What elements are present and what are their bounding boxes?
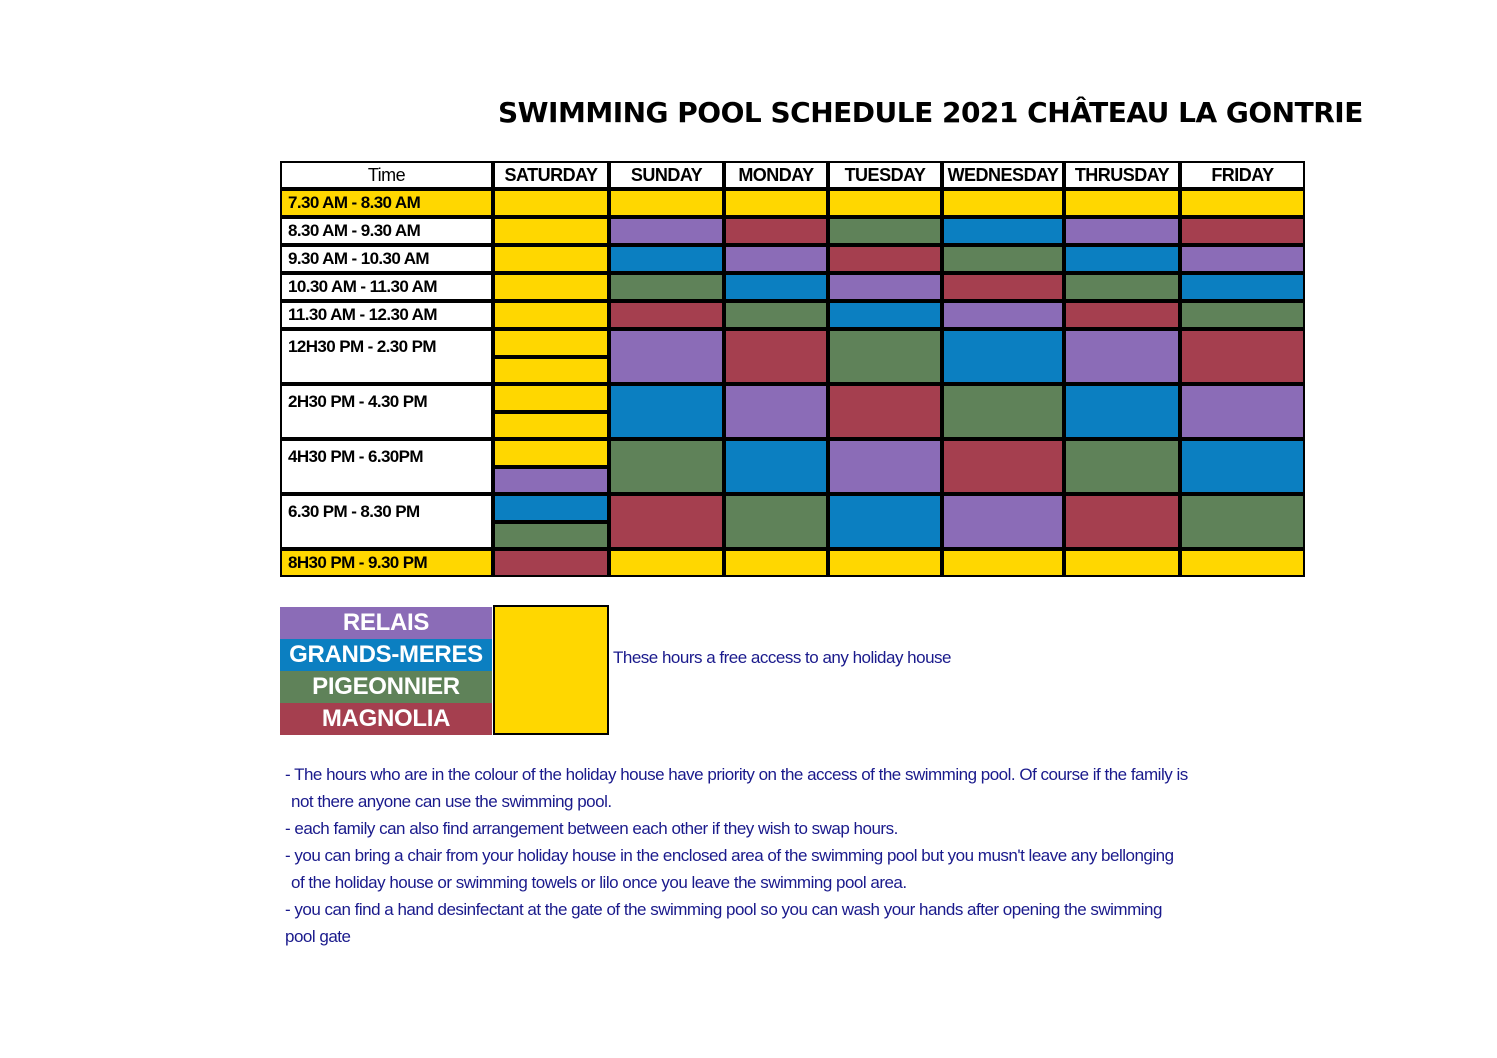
slot-cell-friday: [1180, 384, 1305, 439]
slot-cell-thrusday: [1064, 301, 1180, 329]
slot-cell-friday: [1180, 301, 1305, 329]
slot-cell-tuesday: [828, 329, 942, 384]
slot-cell-wednesday: [942, 245, 1064, 273]
slot-cell-wednesday: [942, 189, 1064, 217]
note-line: pool gate: [285, 927, 351, 946]
slot-cell-wednesday: [942, 301, 1064, 329]
slot-cell-tuesday: [828, 549, 942, 577]
slot-cell-monday: [724, 245, 828, 273]
slot-cell-sunday: [609, 384, 724, 439]
slot-cell-friday: [1180, 329, 1305, 384]
slot-cell-saturday: [493, 522, 609, 550]
slot-cell-monday: [724, 189, 828, 217]
slot-cell-monday: [724, 329, 828, 384]
slot-cell-monday: [724, 439, 828, 494]
day-header-saturday: SATURDAY: [493, 161, 609, 189]
time-slot-label: 12H30 PM - 2.30 PM: [280, 329, 493, 384]
slot-cell-monday: [724, 549, 828, 577]
slot-cell-friday: [1180, 245, 1305, 273]
slot-cell-friday: [1180, 273, 1305, 301]
day-header-wednesday: WEDNESDAY: [942, 161, 1064, 189]
free-access-text: These hours a free access to any holiday house: [613, 648, 951, 667]
slot-cell-wednesday: [942, 217, 1064, 245]
time-slot-label: 8H30 PM - 9.30 PM: [280, 549, 493, 577]
slot-cell-tuesday: [828, 439, 942, 494]
slot-cell-sunday: [609, 217, 724, 245]
slot-cell-saturday: [493, 217, 609, 245]
slot-cell-monday: [724, 384, 828, 439]
slot-cell-saturday: [493, 549, 609, 577]
slot-cell-saturday: [493, 439, 609, 467]
slot-cell-friday: [1180, 439, 1305, 494]
day-header-tuesday: TUESDAY: [828, 161, 942, 189]
slot-cell-wednesday: [942, 549, 1064, 577]
slot-cell-thrusday: [1064, 384, 1180, 439]
slot-cell-wednesday: [942, 494, 1064, 549]
slot-cell-saturday: [493, 494, 609, 522]
slot-cell-thrusday: [1064, 245, 1180, 273]
time-slot-label: 10.30 AM - 11.30 AM: [280, 273, 493, 301]
legend-relais: RELAIS: [280, 607, 492, 639]
slot-cell-friday: [1180, 549, 1305, 577]
note-line: - you can bring a chair from your holiday house in the enclosed area of the swimming pool but you musn't leave any bellonging: [285, 846, 1174, 865]
slot-cell-friday: [1180, 189, 1305, 217]
day-header-thrusday: THRUSDAY: [1064, 161, 1180, 189]
slot-cell-wednesday: [942, 384, 1064, 439]
slot-cell-saturday: [493, 301, 609, 329]
slot-cell-wednesday: [942, 439, 1064, 494]
time-slot-label: 4H30 PM - 6.30PM: [280, 439, 493, 494]
slot-cell-thrusday: [1064, 273, 1180, 301]
slot-cell-sunday: [609, 549, 724, 577]
slot-cell-saturday: [493, 245, 609, 273]
note-line: - The hours who are in the colour of the holiday house have priority on the access of the swimming pool. Of course if the family is: [285, 765, 1188, 784]
slot-cell-thrusday: [1064, 329, 1180, 384]
slot-cell-saturday: [493, 357, 609, 385]
slot-cell-monday: [724, 273, 828, 301]
note-line: of the holiday house or swimming towels or lilo once you leave the swimming pool area.: [291, 873, 907, 892]
day-header-monday: MONDAY: [724, 161, 828, 189]
day-header-friday: FRIDAY: [1180, 161, 1305, 189]
slot-cell-thrusday: [1064, 217, 1180, 245]
slot-cell-saturday: [493, 412, 609, 440]
slot-cell-thrusday: [1064, 549, 1180, 577]
note-line: not there anyone can use the swimming pool.: [291, 792, 612, 811]
slot-cell-thrusday: [1064, 494, 1180, 549]
slot-cell-tuesday: [828, 494, 942, 549]
note-line: - you can find a hand desinfectant at the gate of the swimming pool so you can wash your hands after opening the swimming: [285, 900, 1162, 919]
time-slot-label: 11.30 AM - 12.30 AM: [280, 301, 493, 329]
slot-cell-sunday: [609, 245, 724, 273]
legend-grands-meres: GRANDS-MERES: [280, 639, 492, 671]
note-line: - each family can also find arrangement between each other if they wish to swap hours.: [285, 819, 898, 838]
slot-cell-thrusday: [1064, 439, 1180, 494]
slot-cell-sunday: [609, 301, 724, 329]
slot-cell-monday: [724, 217, 828, 245]
legend-magnolia: MAGNOLIA: [280, 703, 492, 735]
free-access-swatch: [493, 605, 609, 735]
slot-cell-saturday: [493, 273, 609, 301]
slot-cell-sunday: [609, 273, 724, 301]
slot-cell-saturday: [493, 189, 609, 217]
slot-cell-wednesday: [942, 273, 1064, 301]
page-title: SWIMMING POOL SCHEDULE 2021 CHÂTEAU LA GONTRIE: [498, 96, 1363, 129]
legend-pigeonnier: PIGEONNIER: [280, 671, 492, 703]
time-header: Time: [280, 161, 493, 189]
slot-cell-thrusday: [1064, 189, 1180, 217]
slot-cell-monday: [724, 494, 828, 549]
slot-cell-tuesday: [828, 301, 942, 329]
slot-cell-saturday: [493, 329, 609, 357]
slot-cell-tuesday: [828, 189, 942, 217]
slot-cell-friday: [1180, 217, 1305, 245]
slot-cell-tuesday: [828, 273, 942, 301]
slot-cell-saturday: [493, 384, 609, 412]
time-slot-label: 2H30 PM - 4.30 PM: [280, 384, 493, 439]
slot-cell-wednesday: [942, 329, 1064, 384]
slot-cell-tuesday: [828, 217, 942, 245]
slot-cell-sunday: [609, 494, 724, 549]
time-slot-label: 9.30 AM - 10.30 AM: [280, 245, 493, 273]
slot-cell-sunday: [609, 189, 724, 217]
slot-cell-tuesday: [828, 245, 942, 273]
time-slot-label: 7.30 AM - 8.30 AM: [280, 189, 493, 217]
time-slot-label: 8.30 AM - 9.30 AM: [280, 217, 493, 245]
slot-cell-sunday: [609, 329, 724, 384]
slot-cell-friday: [1180, 494, 1305, 549]
slot-cell-tuesday: [828, 384, 942, 439]
time-slot-label: 6.30 PM - 8.30 PM: [280, 494, 493, 549]
schedule-table: [280, 161, 1305, 581]
slot-cell-sunday: [609, 439, 724, 494]
slot-cell-monday: [724, 301, 828, 329]
day-header-sunday: SUNDAY: [609, 161, 724, 189]
slot-cell-saturday: [493, 467, 609, 495]
